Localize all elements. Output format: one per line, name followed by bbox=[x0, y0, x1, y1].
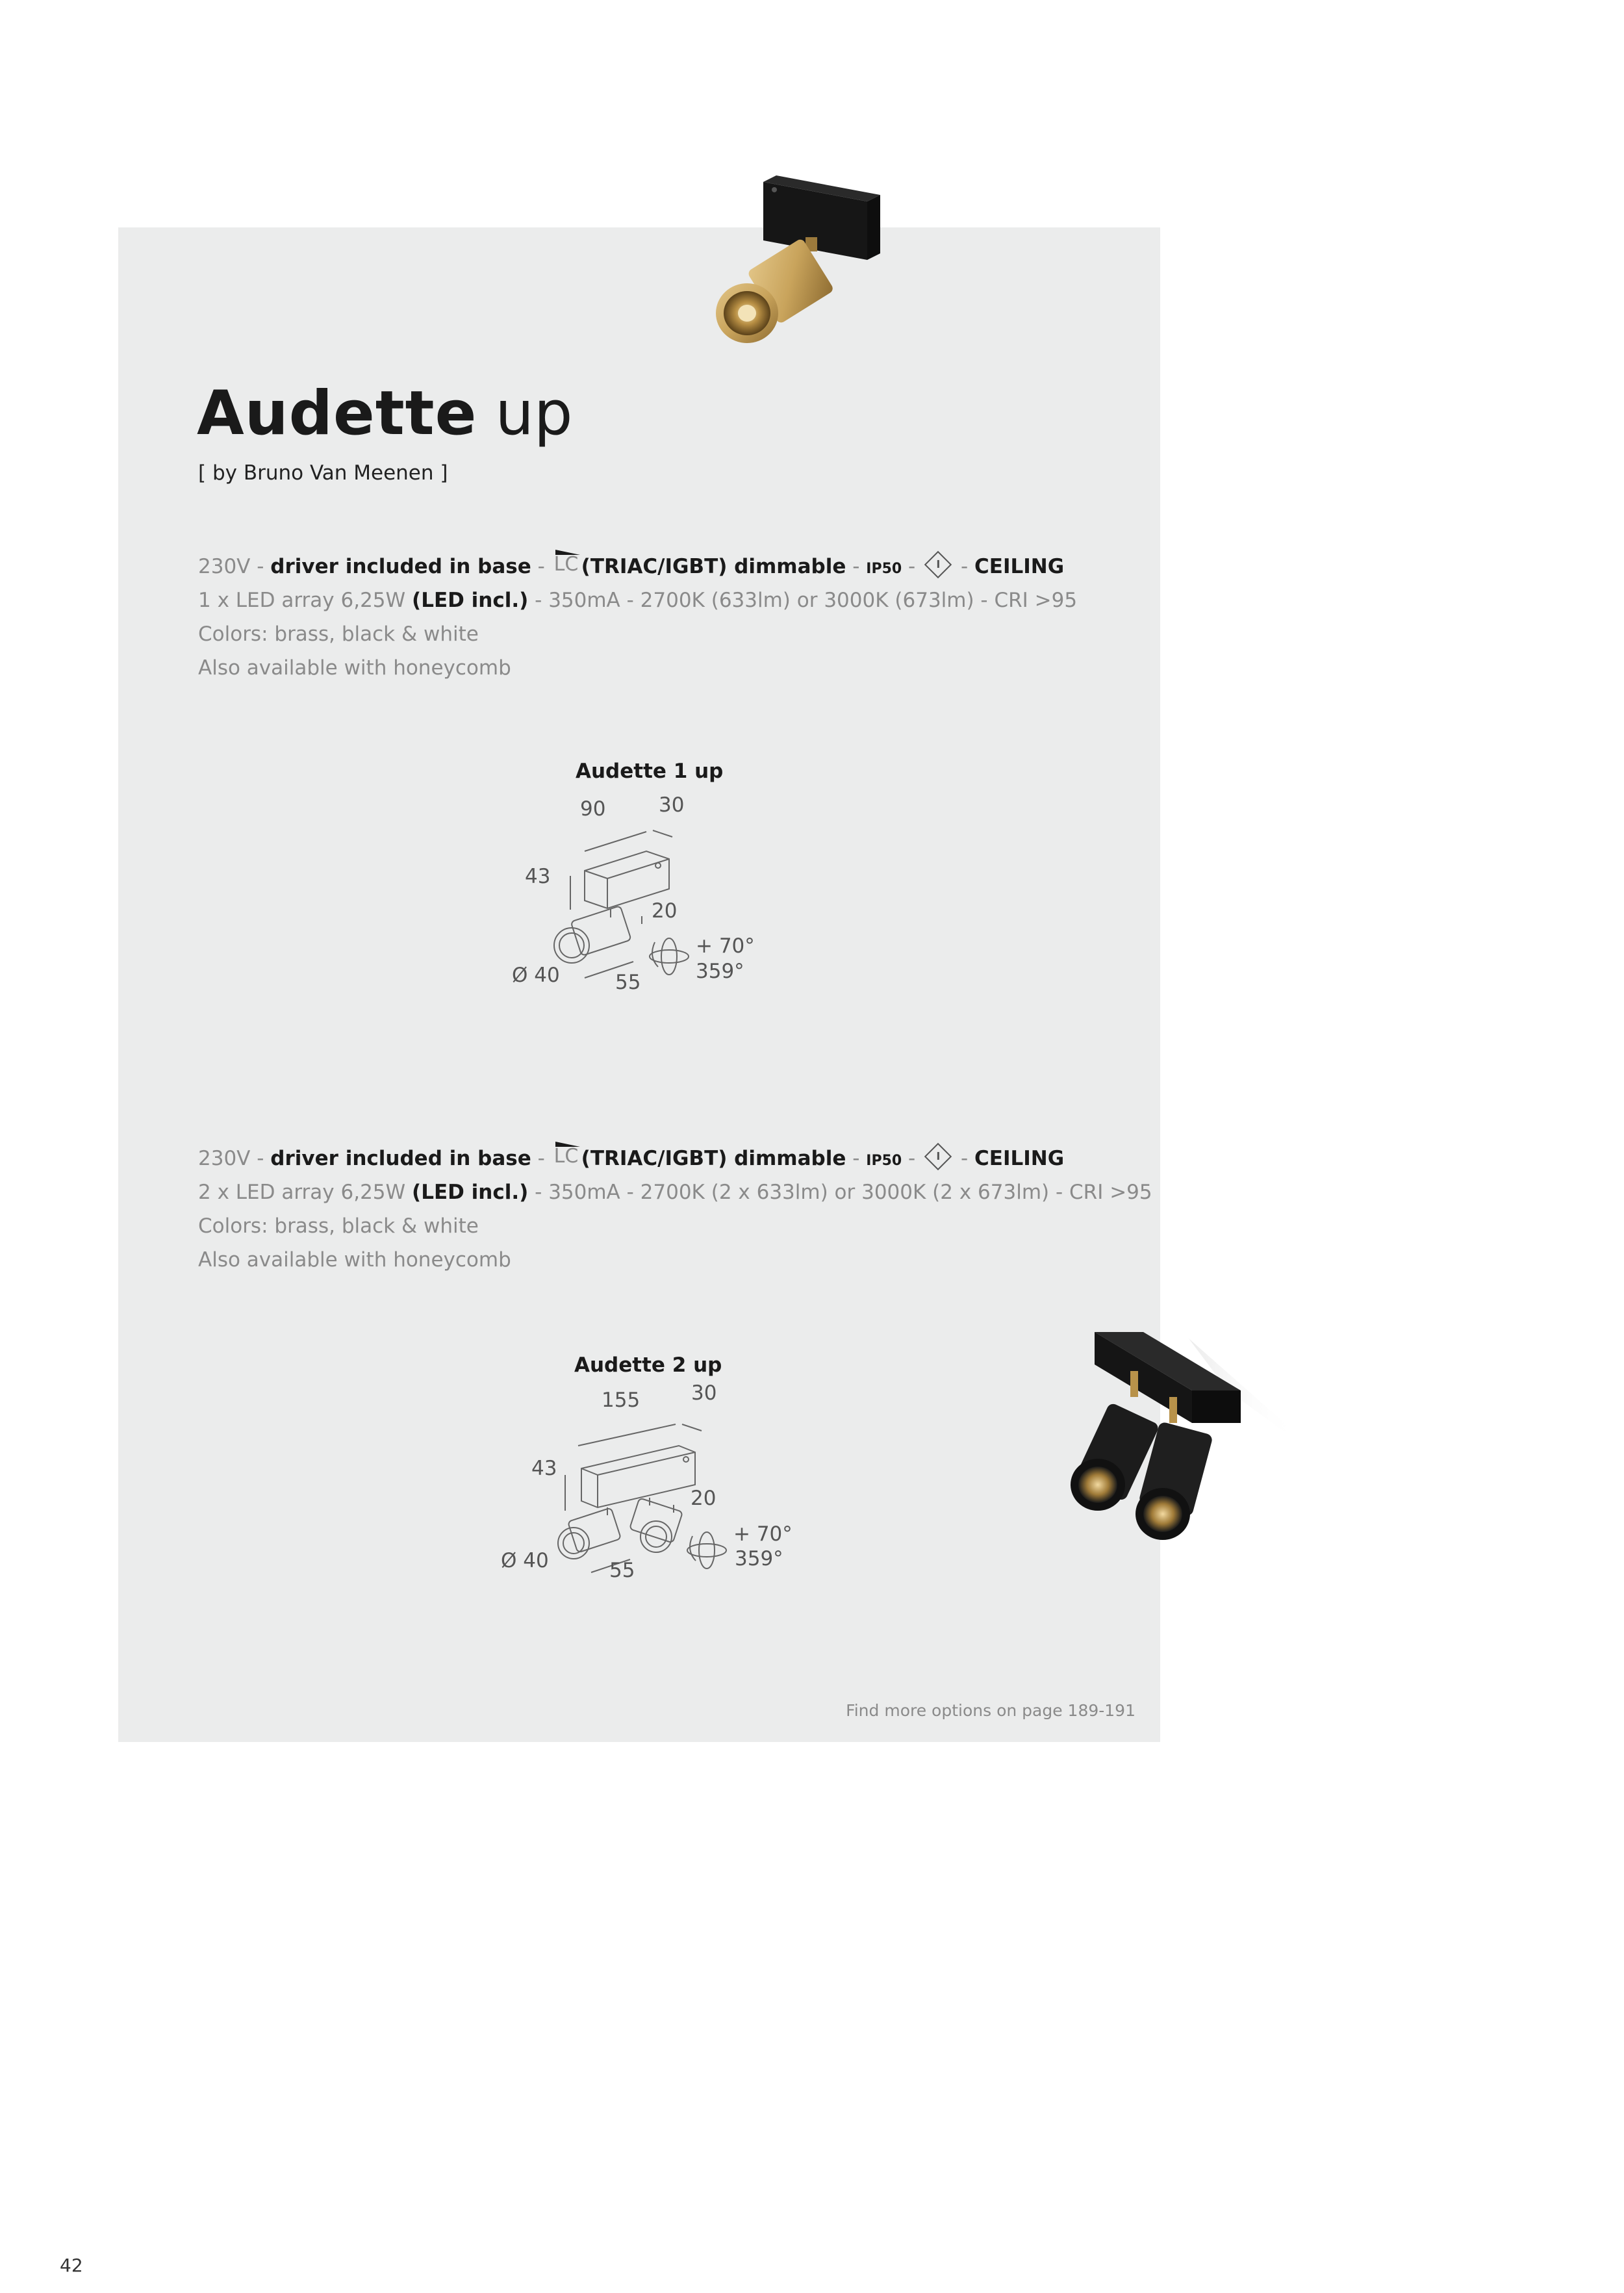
spec-block-1 bbox=[198, 550, 1153, 685]
drawing-title-2: Audette 2 up bbox=[574, 1353, 722, 1377]
dim-arm-2: 20 bbox=[691, 1487, 717, 1510]
spec-line-electrical: 230V - driver included in base - LC (TRIAC/IGBT) dimmable - IP50 - - CEILING bbox=[198, 1142, 1153, 1175]
dim-tilt-2: + 70° bbox=[733, 1522, 793, 1546]
ip-rating: IP50 bbox=[866, 561, 902, 577]
product-title bbox=[197, 378, 573, 455]
product-photo-audette-1-up bbox=[702, 175, 896, 357]
driver-info: driver included in base bbox=[270, 1147, 531, 1170]
spec-line-colors: Colors: brass, black & white bbox=[198, 1214, 479, 1238]
dim-depth-1: 30 bbox=[659, 793, 685, 817]
dim-length-1: 90 bbox=[580, 797, 606, 821]
class-diamond-icon bbox=[924, 1143, 952, 1170]
dim-diameter-1: Ø 40 bbox=[512, 964, 560, 987]
dimming-info: (TRIAC/IGBT) dimmable bbox=[581, 1147, 846, 1170]
dim-diameter-2: Ø 40 bbox=[501, 1549, 549, 1572]
dim-tilt-1: + 70° bbox=[696, 934, 755, 958]
class-diamond-icon bbox=[924, 551, 952, 578]
dim-height-2: 43 bbox=[531, 1457, 557, 1480]
dim-body-2: 55 bbox=[609, 1559, 635, 1582]
lc-icon: LC bbox=[554, 554, 579, 576]
drawing-title-1: Audette 1 up bbox=[576, 760, 724, 783]
spec-line-electrical: 230V - driver included in base - LC (TRIAC/IGBT) dimmable - IP50 - - CEILING bbox=[198, 550, 1153, 583]
mounting-type: CEILING bbox=[974, 1147, 1065, 1170]
dim-height-1: 43 bbox=[525, 865, 551, 888]
spec-line-led: 1 x LED array 6,25W (LED incl.) - 350mA - 2700K (633lm) or 3000K (673lm) - CRI >95 bbox=[198, 589, 1078, 612]
spec-line-honeycomb: Also available with honeycomb bbox=[198, 1248, 511, 1272]
dim-arm-1: 20 bbox=[652, 899, 678, 923]
driver-info: driver included in base bbox=[270, 555, 531, 578]
ip-rating: IP50 bbox=[866, 1153, 902, 1169]
spec-line-colors: Colors: brass, black & white bbox=[198, 622, 479, 646]
dim-length-2: 155 bbox=[602, 1389, 641, 1412]
mounting-type: CEILING bbox=[974, 555, 1065, 578]
dim-depth-2: 30 bbox=[691, 1381, 717, 1405]
voltage: 230V bbox=[198, 555, 251, 578]
spec-line-honeycomb: Also available with honeycomb bbox=[198, 656, 511, 680]
dim-rotate-2: 359° bbox=[735, 1547, 783, 1570]
product-photo-audette-2-up bbox=[1033, 1313, 1293, 1566]
product-suffix: up bbox=[495, 378, 573, 449]
dim-body-1: 55 bbox=[615, 971, 641, 994]
designer-credit: [ by Bruno Van Meenen ] bbox=[198, 461, 448, 485]
dim-rotate-1: 359° bbox=[696, 960, 744, 983]
spec-block-2 bbox=[198, 1142, 1153, 1277]
voltage: 230V bbox=[198, 1147, 251, 1170]
lc-icon: LC bbox=[554, 1146, 579, 1168]
dimming-info: (TRIAC/IGBT) dimmable bbox=[581, 555, 846, 578]
page-number: 42 bbox=[60, 2255, 83, 2276]
spec-line-led: 2 x LED array 6,25W (LED incl.) - 350mA - 2700K (2 x 633lm) or 3000K (2 x 673lm) - CRI >95 bbox=[198, 1181, 1152, 1204]
product-name: Audette bbox=[197, 378, 477, 449]
footnote-more-options: Find more options on page 189-191 bbox=[846, 1701, 1136, 1720]
